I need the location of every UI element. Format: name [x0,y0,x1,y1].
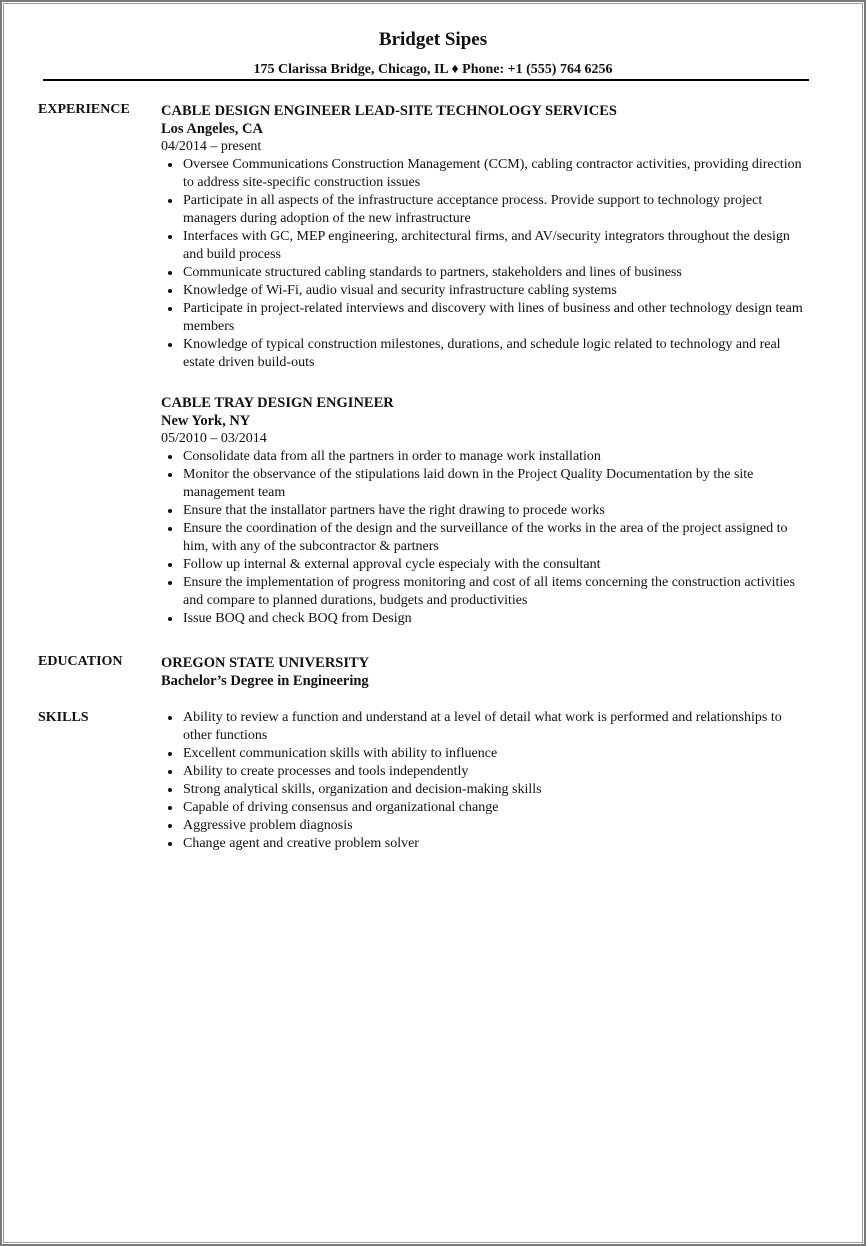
list-item: Strong analytical skills, organization and decision-making skills [183,781,811,799]
list-item: Participate in project-related interviews and discovery with lines of business and other technology design team members [183,300,811,336]
list-item: Knowledge of Wi-Fi, audio visual and security infrastructure cabling systems [183,282,811,300]
list-item: Aggressive problem diagnosis [183,817,811,835]
list-item: Communicate structured cabling standards to partners, stakeholders and lines of business [183,264,811,282]
job-location: New York, NY [161,413,251,429]
job-entry-2 [161,394,811,628]
section-label-skills: SKILLS [38,710,89,725]
list-item: Ability to review a function and understand at a level of detail what work is performed and relationships to other functions [183,709,811,745]
contact-line: 175 Clarissa Bridge, Chicago, IL ♦ Phone: +1 (555) 764 6256 [253,62,613,77]
list-item: Consolidate data from all the partners in order to manage work installation [183,448,811,466]
list-item: Capable of driving consensus and organizational change [183,799,811,817]
list-item: Follow up internal & external approval cycle especialy with the consultant [183,556,811,574]
job-location: Los Angeles, CA [161,121,263,137]
school-name: OREGON STATE UNIVERSITY [161,655,370,671]
list-item: Ability to create processes and tools independently [183,763,811,781]
list-item: Interfaces with GC, MEP engineering, architectural firms, and AV/security integrators throughout the design and build process [183,228,811,264]
job-responsibilities [161,448,811,628]
list-item: Excellent communication skills with ability to influence [183,745,811,763]
list-item: Change agent and creative problem solver [183,835,811,853]
list-item: Ensure the implementation of progress monitoring and cost of all items concerning the construction activities and compare to planned durations, budgets and productivities [183,574,811,610]
list-item: Monitor the observance of the stipulations laid down in the Project Quality Documentation by the site management team [183,466,811,502]
skills-list [161,709,811,853]
list-item: Oversee Communications Construction Management (CCM), cabling contractor activities, providing direction to address site-specific construction issues [183,156,811,192]
job-dates: 05/2010 – 03/2014 [161,431,267,446]
job-title: CABLE TRAY DESIGN ENGINEER [161,395,394,411]
education-entry [161,654,811,690]
skills-entry [161,709,811,853]
section-label-experience: EXPERIENCE [38,102,130,117]
list-item: Ensure the coordination of the design and the surveillance of the works in the area of the project assigned to him, with any of the subcontractor & partners [183,520,811,556]
job-entry-1 [161,102,811,372]
job-responsibilities [161,156,811,372]
header-divider [43,79,809,81]
job-dates: 04/2014 – present [161,139,262,154]
job-title: CABLE DESIGN ENGINEER LEAD-SITE TECHNOLOGY SERVICES [161,103,617,119]
list-item: Participate in all aspects of the infrastructure acceptance process. Provide support to technology project managers during adoption of the new infrastructure [183,192,811,228]
list-item: Ensure that the installator partners have the right drawing to procede works [183,502,811,520]
section-label-education: EDUCATION [38,654,123,669]
candidate-name: Bridget Sipes [378,29,488,50]
degree: Bachelor’s Degree in Engineering [161,673,369,689]
list-item: Knowledge of typical construction milestones, durations, and schedule logic related to technology and real estate driven build-outs [183,336,811,372]
list-item: Issue BOQ and check BOQ from Design [183,610,811,628]
